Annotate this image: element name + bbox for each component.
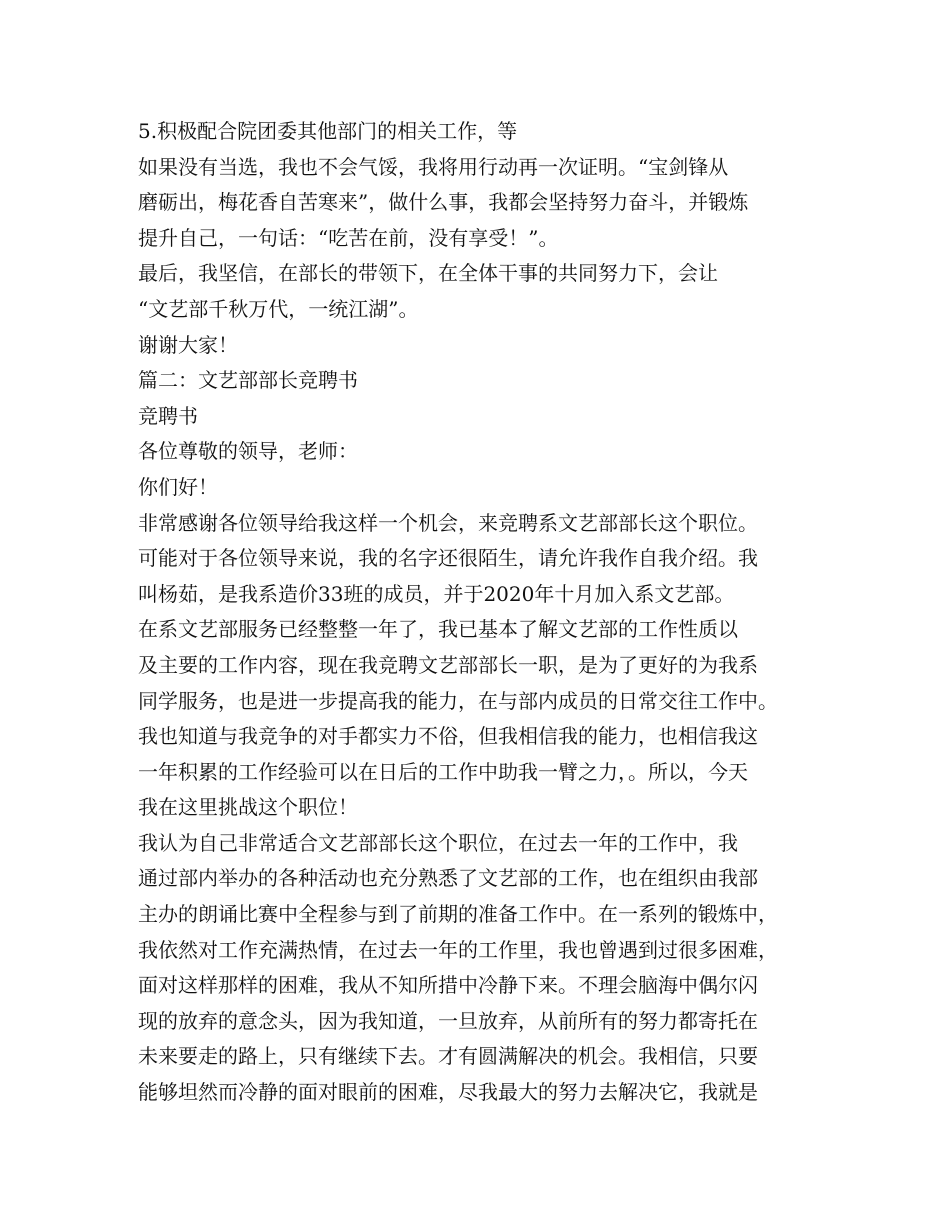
text-line: “文艺部千秋万代，一统江湖”。 xyxy=(138,296,419,321)
text-line: 可能对于各位领导来说，我的名字还很陌生，请允许我作自我介绍。我 xyxy=(138,546,758,571)
document-title: 竞聘书 xyxy=(138,403,198,428)
text-line: 在系文艺部服务已经整整一年了，我已基本了解文艺部的工作性质以 xyxy=(138,617,738,642)
text-line: 我依然对工作充满热情，在过去一年的工作里，我也曾遇到过很多困难， xyxy=(138,937,778,962)
text-line: 同学服务，也是进一步提高我的能力，在与部内成员的日常交往工作中。 xyxy=(138,688,778,713)
text-line: 最后，我坚信，在部长的带领下，在全体干事的共同努力下，会让 xyxy=(138,261,718,286)
text-line: 主办的朗诵比赛中全程参与到了前期的准备工作中。在一系列的锻炼中， xyxy=(138,902,778,927)
text-line: 一年积累的工作经验可以在日后的工作中助我一臂之力，。所以，今天 xyxy=(138,759,748,784)
text-line: 我在这里挑战这个职位！ xyxy=(138,795,358,820)
text-line: 能够坦然而冷静的面对眼前的困难，尽我最大的努力去解决它，我就是 xyxy=(138,1080,758,1105)
text-line: 提升自己，一句话：“吃苦在前，没有享受！”。 xyxy=(138,225,559,250)
greeting: 你们好！ xyxy=(138,474,218,499)
text-line: 非常感谢各位领导给我这样一个机会，来竞聘系文艺部部长这个职位。 xyxy=(138,510,758,535)
section-heading: 篇二：文艺部部长竞聘书 xyxy=(138,368,358,393)
text-line: 通过部内举办的各种活动也充分熟悉了文艺部的工作，也在组织由我部 xyxy=(138,866,758,891)
text-line: 未来要走的路上，只有继续下去。才有圆满解决的机会。我相信，只要 xyxy=(138,1044,758,1069)
text-line: 面对这样那样的困难，我从不知所措中冷静下来。不理会脑海中偶尔闪 xyxy=(138,973,758,998)
salutation: 各位尊敬的领导，老师： xyxy=(138,439,358,464)
text-line: 我也知道与我竞争的对手都实力不俗，但我相信我的能力，也相信我这 xyxy=(138,724,758,749)
text-line: 叫杨茹，是我系造价33班的成员，并于2020年十月加入系文艺部。 xyxy=(138,581,735,606)
text-line: 5.积极配合院团委其他部门的相关工作，等 xyxy=(138,119,518,143)
text-line: 如果没有当选，我也不会气馁，我将用行动再一次证明。“宝剑锋从 xyxy=(138,154,729,179)
text-line: 谢谢大家！ xyxy=(138,332,238,357)
text-line: 我认为自己非常适合文艺部部长这个职位，在过去一年的工作中，我 xyxy=(138,830,738,855)
body-text xyxy=(138,114,818,1111)
text-line: 磨砺出，梅花香自苦寒来”，做什么事，我都会坚持努力奋斗，并锻炼 xyxy=(138,190,749,215)
text-line: 及主要的工作内容，现在我竞聘文艺部部长一职，是为了更好的为我系 xyxy=(138,652,758,677)
text-line: 现的放弃的意念头，因为我知道，一旦放弃，从前所有的努力都寄托在 xyxy=(138,1008,758,1033)
